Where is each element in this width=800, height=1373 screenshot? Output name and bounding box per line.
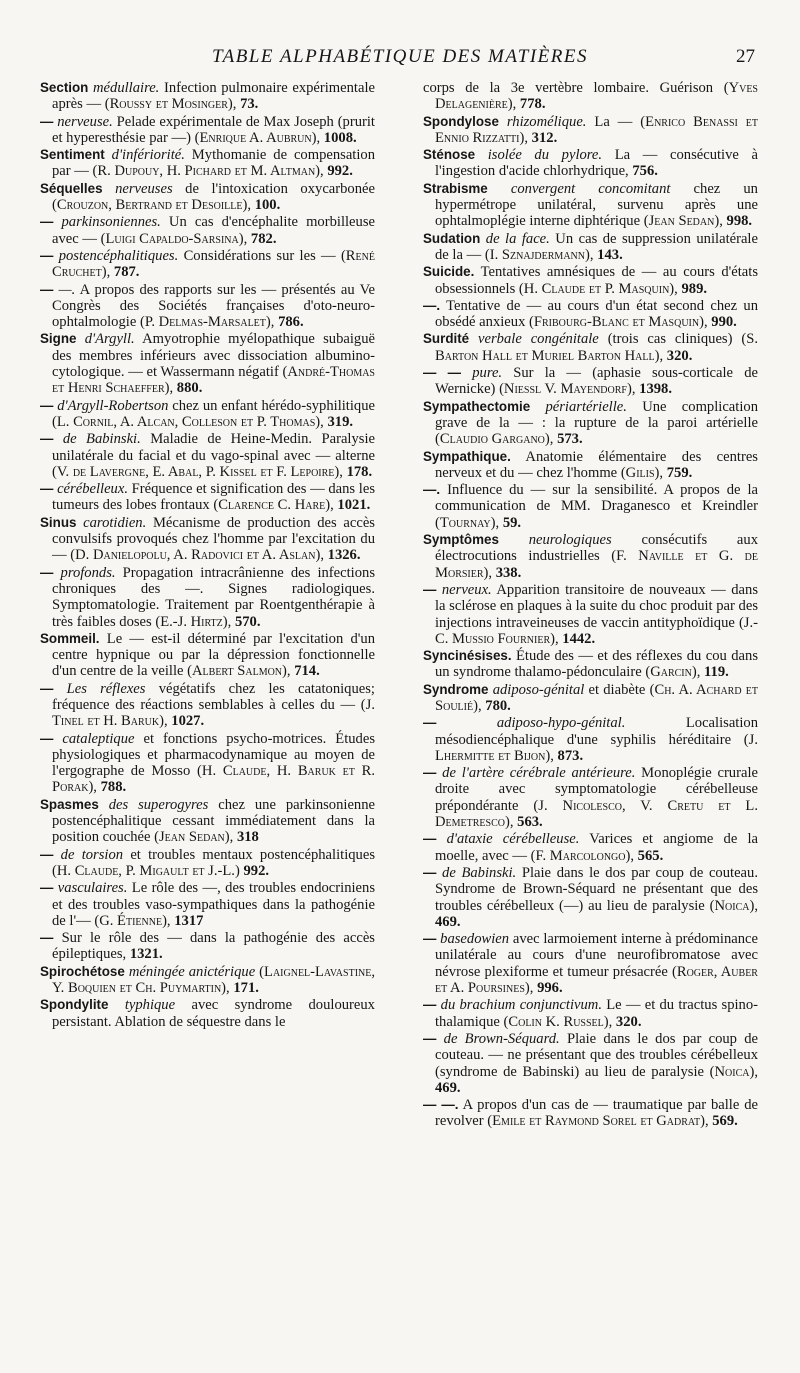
entry-subheading: nerveuses	[115, 180, 173, 197]
entry-text: Pelade expérimentale de Max Joseph (prurit et hyperesthésie par —)	[52, 113, 375, 146]
index-entry	[40, 681, 375, 730]
index-entry	[423, 532, 758, 581]
entry-authors: (Emile et Raymond Sorel et Gadrat),	[487, 1113, 709, 1130]
entry-page-ref: 73.	[240, 96, 259, 113]
entry-page-ref: 873.	[557, 747, 584, 764]
index-entry	[40, 248, 375, 281]
entry-headword: Sympathique.	[423, 448, 511, 464]
index-entry	[40, 481, 375, 514]
entry-headword: Séquelles	[40, 180, 103, 196]
entry-authors: (G. Étienne),	[94, 912, 171, 929]
entry-subheading: neurologiques	[528, 532, 612, 549]
entry-page-ref: 318	[236, 829, 259, 846]
running-title: TABLE ALPHABÉTIQUE DES MATIÈRES	[212, 46, 588, 67]
index-entry	[40, 631, 375, 680]
entry-text: et troubles mentaux postencéphalitiques	[130, 846, 376, 863]
entry-page-ref: 469.	[435, 913, 461, 930]
entry-text: Considérations sur les —	[183, 247, 336, 264]
entry-authors: (Roussy et Mosinger),	[104, 96, 237, 113]
entry-authors: (Roger, Auber et A. Poursines),	[435, 963, 758, 997]
entry-text: Sur la — (aphasie sous-corticale de Wernicke)	[435, 365, 758, 398]
entry-text: (trois cas cliniques)	[607, 331, 733, 348]
entry-text: Infection pulmonaire expérimentale après —	[52, 80, 375, 113]
entry-headword: Sympathectomie	[423, 398, 531, 414]
index-entry	[423, 482, 758, 531]
entry-page-ref: 1008.	[323, 129, 357, 146]
index-entry	[423, 682, 758, 715]
entry-subheading: cérébelleux.	[57, 481, 128, 498]
entry-headword: —	[40, 846, 54, 862]
entry-page-ref: 569.	[712, 1113, 738, 1130]
entry-headword: —	[423, 931, 437, 947]
entry-text: Varices et angiome de la moelle, avec —	[435, 831, 758, 864]
index-entry	[423, 231, 758, 264]
index-entry	[40, 797, 375, 846]
index-entry	[40, 431, 375, 480]
entry-headword: —	[40, 730, 54, 746]
entry-text: de l'intoxication oxycarbonée	[185, 180, 375, 197]
entry-headword: —	[423, 831, 437, 847]
entry-page-ref: 565.	[637, 847, 664, 864]
entry-page-ref: 312.	[531, 129, 558, 146]
entry-subheading: postencéphalitiques.	[58, 247, 179, 264]
entry-authors: (J. Lhermitte et Bijon),	[435, 731, 758, 764]
entry-page-ref: 990.	[711, 314, 737, 331]
entry-headword: Spondylite	[40, 997, 109, 1013]
entry-headword: —	[40, 431, 54, 447]
entry-page-ref: 989.	[681, 280, 708, 297]
entry-authors: (J. Nicolesco, V. Cretu et L. Demetresco),	[435, 797, 758, 831]
entry-subheading: de la face.	[485, 230, 550, 247]
entry-authors: (Garcin),	[645, 664, 701, 681]
entry-authors: (H. Claude, H. Baruk et R. Porak),	[52, 763, 375, 796]
index-entry	[40, 964, 375, 997]
entry-text: Une complication grave de la — : la rupture de la paroi artérielle	[435, 398, 758, 431]
index-entry	[423, 181, 758, 230]
entry-authors: (P. Delmas-Marsalet),	[139, 314, 275, 331]
index-entry	[40, 997, 375, 1030]
entry-authors: (Crouzon, Bertrand et Desoille),	[52, 197, 252, 214]
index-entry	[40, 80, 375, 113]
entry-text: consécutifs aux électrocutions industrielles	[435, 532, 758, 565]
entry-authors: (D. Danielopolu, A. Radovici et A. Aslan),	[70, 547, 324, 564]
index-entry	[423, 831, 758, 864]
entry-authors: (Laignel-Lavastine, Y. Boquien et Ch. Puymartin),	[52, 963, 375, 997]
index-entry	[40, 398, 375, 431]
entry-headword: —	[40, 113, 54, 129]
index-entry	[40, 847, 375, 880]
entry-subheading: —.	[58, 281, 76, 298]
entry-page-ref: 782.	[250, 230, 277, 247]
entry-page-ref: 996.	[537, 980, 563, 997]
entry-page-ref: 573.	[557, 431, 583, 448]
entry-authors: (H. Claude, P. Migault et J.-L.)	[52, 862, 240, 879]
entry-authors: (J.-C. Mussio Fournier),	[435, 614, 758, 647]
index-entry	[423, 114, 758, 147]
entry-authors: (André-Thomas et Henri Schaeffer),	[52, 364, 375, 397]
index-entry	[423, 399, 758, 448]
entry-page-ref: 992.	[243, 862, 270, 879]
entry-headword: —	[40, 247, 54, 263]
entry-subheading: périartérielle.	[545, 398, 627, 415]
entry-headword: —	[423, 765, 437, 781]
entry-headword: —	[40, 564, 54, 580]
entry-text: Maladie de Heine-Medin. Paralysie unilatérale du facial et du vago-spinal avec — alterne	[52, 431, 375, 464]
entry-authors: (H. Claude et P. Masquin),	[518, 280, 678, 297]
entry-text: Amyotrophie myélopathique subaiguë des membres inférieurs avec dissociation albumino-cytologique. — et Wassermann négatif	[52, 331, 375, 381]
entry-page-ref: 100.	[254, 197, 281, 214]
entry-headword: —	[40, 281, 54, 297]
entry-page-ref: 1021.	[337, 497, 371, 514]
entry-subheading: de Babinski.	[62, 431, 141, 448]
entry-authors: (Jean Sedan),	[643, 213, 723, 230]
entry-subheading: vasculaires.	[57, 880, 128, 897]
entry-page-ref: 1442.	[562, 630, 596, 647]
entry-authors: (Clarence C. Hare),	[213, 497, 334, 514]
entry-headword: —	[423, 1030, 437, 1046]
entry-page-ref: 319.	[327, 413, 354, 430]
entry-page-ref: 1326.	[327, 547, 361, 564]
entry-authors: (Luigi Capaldo-Sarsina),	[100, 230, 248, 247]
entry-headword: — —.	[423, 1097, 459, 1113]
entry-page-ref: 469.	[435, 1079, 461, 1096]
entry-page-ref: 992.	[327, 163, 353, 180]
index-entry	[40, 565, 375, 630]
entry-text: Le — est-il déterminé par l'excitation d'un centre hypnique ou par la dépression fonctionnelle d'un centre de la veille	[52, 630, 375, 680]
entry-text: Monoplégie crurale droite avec symptomatologie cérébelleuse prépondérante	[435, 765, 758, 814]
entry-headword: Spirochétose	[40, 963, 125, 979]
entry-subheading: pure.	[472, 365, 503, 382]
entry-page-ref: 570.	[234, 613, 261, 630]
index-entry	[423, 715, 758, 764]
entry-text: Le rôle des —, des troubles endocriniens et des troubles vaso-sympathiques dans la pathogénie de l'—	[52, 880, 375, 929]
entry-text: A propos d'un cas de — traumatique par balle de revolver	[435, 1097, 758, 1130]
entry-page-ref: 143.	[597, 246, 623, 263]
index-entry	[423, 865, 758, 930]
entry-headword: —.	[423, 482, 441, 498]
index-entry	[423, 449, 758, 482]
entry-subheading: profonds.	[60, 564, 116, 581]
entry-text: Plaie dans le dos par coup de couteau. — ne présentant que des troubles cérébelleux (syndrome de Babinski) au lieu de paralysie	[435, 1030, 759, 1080]
entry-page-ref: 998.	[726, 213, 753, 230]
entry-subheading: des superogyres	[108, 796, 209, 813]
entry-subheading: adiposo-génital	[492, 681, 585, 698]
entry-text: chez un enfant hérédo-syphilitique	[172, 397, 375, 414]
entry-text: Étude des — et des réflexes du cou dans un syndrome thalamo-pédonculaire	[435, 648, 758, 681]
entry-authors: (Enrico Benassi et Ennio Rizzatti),	[435, 113, 759, 146]
entry-page-ref: 119.	[704, 664, 729, 681]
index-entry	[423, 765, 758, 830]
entry-authors: (Yves Delagenière),	[435, 80, 758, 113]
entry-page-ref: 1027.	[171, 713, 205, 730]
entry-subheading: typhique	[124, 997, 176, 1014]
entry-text: La —	[594, 113, 633, 130]
entry-headword: —	[40, 214, 54, 230]
entry-subheading: Les réflexes	[66, 680, 146, 697]
entry-text: Un cas d'encéphalite morbilleuse avec —	[52, 214, 375, 247]
entry-authors: (Niessl V. Mayendorf),	[499, 381, 636, 398]
entry-authors: (Colin K. Russel),	[503, 1013, 613, 1030]
entry-subheading: du brachium conjunctivum.	[440, 997, 602, 1014]
entry-authors: (F. Marcolongo),	[530, 847, 635, 864]
entry-authors: (J. Tinel et H. Baruk),	[52, 696, 375, 730]
entry-text: Anatomie élémentaire des centres nerveux et du — chez l'homme	[435, 448, 758, 481]
index-entry	[423, 648, 758, 681]
entry-page-ref: 714.	[294, 663, 320, 680]
index-entry	[40, 114, 375, 147]
index-entry	[423, 264, 758, 297]
entry-page-ref: 786.	[278, 314, 304, 331]
entry-headword: —	[423, 864, 437, 880]
entry-subheading: convergent concomitant	[510, 180, 671, 197]
entry-headword: Sommeil.	[40, 630, 100, 646]
index-entry	[40, 181, 375, 214]
entry-text: Plaie dans le dos par coup de couteau. Syndrome de Brown-Séquard ne présentant que des troubles cérébelleux (—) au lieu de paralysie	[435, 864, 758, 914]
entry-text: Tentatives amnésiques de — au cours d'états obsessionnels	[435, 264, 758, 297]
entry-headword: —	[40, 880, 54, 896]
entry-headword: Syncinésises.	[423, 648, 512, 664]
entry-page-ref: 759.	[666, 464, 693, 481]
entry-headword: —.	[423, 297, 441, 313]
index-entry	[423, 80, 758, 113]
entry-text: Un cas de suppression unilatérale de la —	[435, 230, 758, 263]
entry-subheading: médullaire.	[93, 80, 160, 96]
entry-authors: (V. de Lavergne, E. Abal, P. Kissel et F. Lepoire),	[52, 463, 343, 480]
entry-subheading: méningée anictérique	[128, 963, 256, 980]
entry-text: chez une parkinsonienne postencéphalitique cessant immédiatement dans la position couchée	[52, 796, 375, 846]
entry-headword: Suicide.	[423, 264, 475, 280]
entry-subheading: de Babinski.	[442, 864, 517, 881]
index-entry	[40, 331, 375, 396]
entry-headword: Spondylose	[423, 113, 499, 129]
index-entry	[40, 515, 375, 564]
entry-text: Sur le rôle des — dans la pathogénie des accès épileptiques,	[52, 930, 375, 963]
entry-authors: (Noica),	[709, 897, 758, 914]
entry-page-ref: 59.	[502, 514, 522, 531]
entry-page-ref: 338.	[495, 564, 522, 581]
entry-subheading: basedowien	[440, 931, 510, 948]
entry-page-ref: 320.	[666, 347, 693, 364]
entry-headword: Section	[40, 80, 89, 95]
index-entry	[423, 931, 758, 996]
entry-authors: (Fribourg-Blanc et Masquin),	[529, 314, 708, 331]
entry-page-ref: 880.	[176, 380, 203, 397]
entry-page-ref: 1321.	[129, 946, 163, 963]
entry-authors: (R. Dupouy, H. Pichard et M. Altman),	[92, 163, 324, 180]
entry-authors: (René Cruchet),	[52, 247, 375, 281]
entry-headword: Signe	[40, 331, 77, 347]
entry-authors: (Jean Sedan),	[154, 829, 234, 846]
entry-headword: Symptômes	[423, 532, 499, 548]
entry-subheading: isolée du pylore.	[487, 147, 603, 164]
index-entry	[423, 997, 758, 1030]
entry-subheading: parkinsoniennes.	[61, 214, 161, 231]
entry-text: Mythomanie de compensation par —	[52, 147, 375, 180]
entry-headword: Surdité	[423, 331, 470, 347]
index-entry	[40, 930, 375, 963]
entry-headword: —	[40, 397, 54, 413]
entry-headword: Strabisme	[423, 180, 488, 196]
entry-subheading: nerveux.	[441, 581, 492, 598]
entry-page-ref: 778.	[519, 96, 546, 113]
index-column-left	[40, 80, 375, 1031]
entry-authors: (L. Cornil, A. Alcan, Colleson et P. Thomas),	[52, 413, 324, 430]
entry-page-ref: 787.	[113, 264, 140, 281]
entry-subheading: de torsion	[60, 846, 124, 863]
page-number: 27	[736, 46, 755, 67]
entry-authors: (Claudio Gargano),	[435, 431, 554, 448]
index-entry	[40, 880, 375, 929]
entry-text: Tentative de — au cours d'un état second chez un obsédé anxieux	[435, 297, 758, 331]
entry-headword: Sténose	[423, 147, 476, 163]
entry-subheading: d'infériorité.	[111, 147, 185, 164]
entry-text: Fréquence et signification des — dans les tumeurs des lobes frontaux	[52, 481, 375, 514]
entry-page-ref: 788.	[100, 779, 127, 796]
entry-headword: Sentiment	[40, 147, 105, 163]
entry-authors: (Gilis),	[620, 464, 664, 481]
entry-headword: —	[423, 997, 437, 1013]
entry-headword: Sinus	[40, 514, 77, 530]
entry-text: et fonctions psycho-motrices. Études physiologiques et pharmacodynamique au moyen de l'ergographe de Mosso	[52, 730, 376, 780]
entry-authors: (F. Naville et G. de Morsier),	[435, 548, 758, 581]
entry-text: Localisation mésodiencéphalique d'une syphilis héréditaire	[435, 715, 758, 748]
entry-page-ref: 178.	[346, 463, 373, 480]
entry-headword: —	[40, 930, 54, 946]
entry-text: avec larmoiement interne à prédominance unilatérale au cours d'une neurofibromatose avec névrose plexiforme et tumeur présacrée	[435, 931, 759, 980]
entry-page-ref: 1398.	[639, 381, 672, 398]
page-header	[0, 40, 800, 70]
entry-subheading: adiposo-hypo-génital.	[496, 715, 626, 732]
index-entry	[423, 1097, 758, 1130]
entry-page-ref: 756.	[632, 163, 658, 180]
index-entry	[40, 731, 375, 796]
index-entry	[40, 214, 375, 247]
entry-text: Influence du — sur la sensibilité. A propos de la communication de MM. Draganesco et Kreindler	[435, 482, 759, 515]
entry-text: La — consécutive à l'ingestion d'acide chlorhydrique,	[435, 147, 758, 180]
entry-text: A propos des rapports sur les — présentés au Ve Congrès des Sociétés françaises d'oto-neuro-ophtalmologie	[52, 281, 376, 331]
entry-subheading: d'ataxie cérébelleuse.	[446, 831, 580, 848]
index-entry	[423, 365, 758, 398]
entry-subheading: de Brown-Séquard.	[443, 1030, 560, 1047]
entry-authors: (E.-J. Hirtz),	[155, 613, 232, 630]
entry-text: avec syndrome douloureux persistant. Ablation de séquestre dans le	[52, 997, 375, 1030]
entry-authors: (Noica),	[709, 1063, 758, 1080]
entry-subheading: de l'artère cérébrale antérieure.	[442, 765, 636, 782]
index-entry	[423, 147, 758, 180]
entry-headword: —	[40, 680, 54, 696]
entry-authors: (I. Sznajdermann),	[484, 246, 594, 263]
entry-headword: Sudation	[423, 230, 481, 246]
index-entry	[40, 147, 375, 180]
entry-subheading: cataleptique	[62, 730, 135, 747]
entry-headword: Spasmes	[40, 796, 99, 812]
entry-headword: Syndrome	[423, 681, 489, 697]
entry-headword: —	[423, 581, 437, 597]
entry-text: Mécanisme de production des accès convulsifs provoqués chez l'homme par l'excitation du —	[52, 514, 375, 564]
entry-headword: —	[423, 715, 437, 731]
entry-page-ref: 320.	[615, 1013, 642, 1030]
entry-text: et diabète	[588, 681, 646, 698]
entry-authors: (Enrique A. Aubrun),	[194, 129, 321, 146]
entry-authors: (Albert Salmon),	[187, 663, 291, 680]
entry-authors: (Ch. A. Achard et Soulié),	[435, 681, 758, 714]
index-entry	[423, 1031, 758, 1096]
entry-subheading: carotidien.	[83, 514, 147, 531]
index-entry	[423, 582, 758, 647]
entry-text: Le — et du tractus spino-thalamique	[435, 997, 758, 1030]
entry-subheading: d'Argyll-Robertson	[57, 397, 169, 414]
entry-text: Propagation intracrânienne des infections chroniques des —. Signes radiologiques. Symptomatologie. Traitement par Roentgenthérapie à très faibles doses	[52, 564, 375, 630]
entry-authors: (Tournay),	[435, 514, 500, 531]
entry-authors: (S. Barton Hall et Muriel Barton Hall),	[435, 331, 758, 364]
entry-headword: —	[40, 481, 54, 497]
entry-subheading: nerveuse.	[57, 113, 113, 130]
entry-page-ref: 1317	[174, 912, 204, 929]
index-entry	[40, 282, 375, 331]
entry-subheading: rhizomélique.	[506, 113, 587, 130]
entry-text: corps de la 3e vertèbre lombaire. Guérison	[423, 80, 714, 96]
entry-page-ref: 780.	[485, 697, 511, 714]
index-column-right	[423, 80, 758, 1131]
entry-text: Apparition transitoire de nouveaux — dans la sclérose en plaques à la suite du choc produit par des injections intraveineuses de vaccin antityphoïdique	[435, 581, 758, 631]
entry-text: chez un hypermétrope unilatéral, survenu après une ophtalmoplégie interne diphtérique	[435, 180, 758, 230]
entry-subheading: verbale congénitale	[478, 331, 599, 348]
entry-text: végétatifs chez les catatoniques; fréquence des réactions semblables à celles du —	[52, 680, 375, 713]
entry-headword: — —	[423, 365, 462, 381]
index-entry	[423, 331, 758, 364]
entry-page-ref: 563.	[517, 814, 543, 831]
entry-subheading: d'Argyll.	[84, 331, 135, 348]
entry-page-ref: 171.	[233, 980, 259, 997]
index-entry	[423, 298, 758, 331]
